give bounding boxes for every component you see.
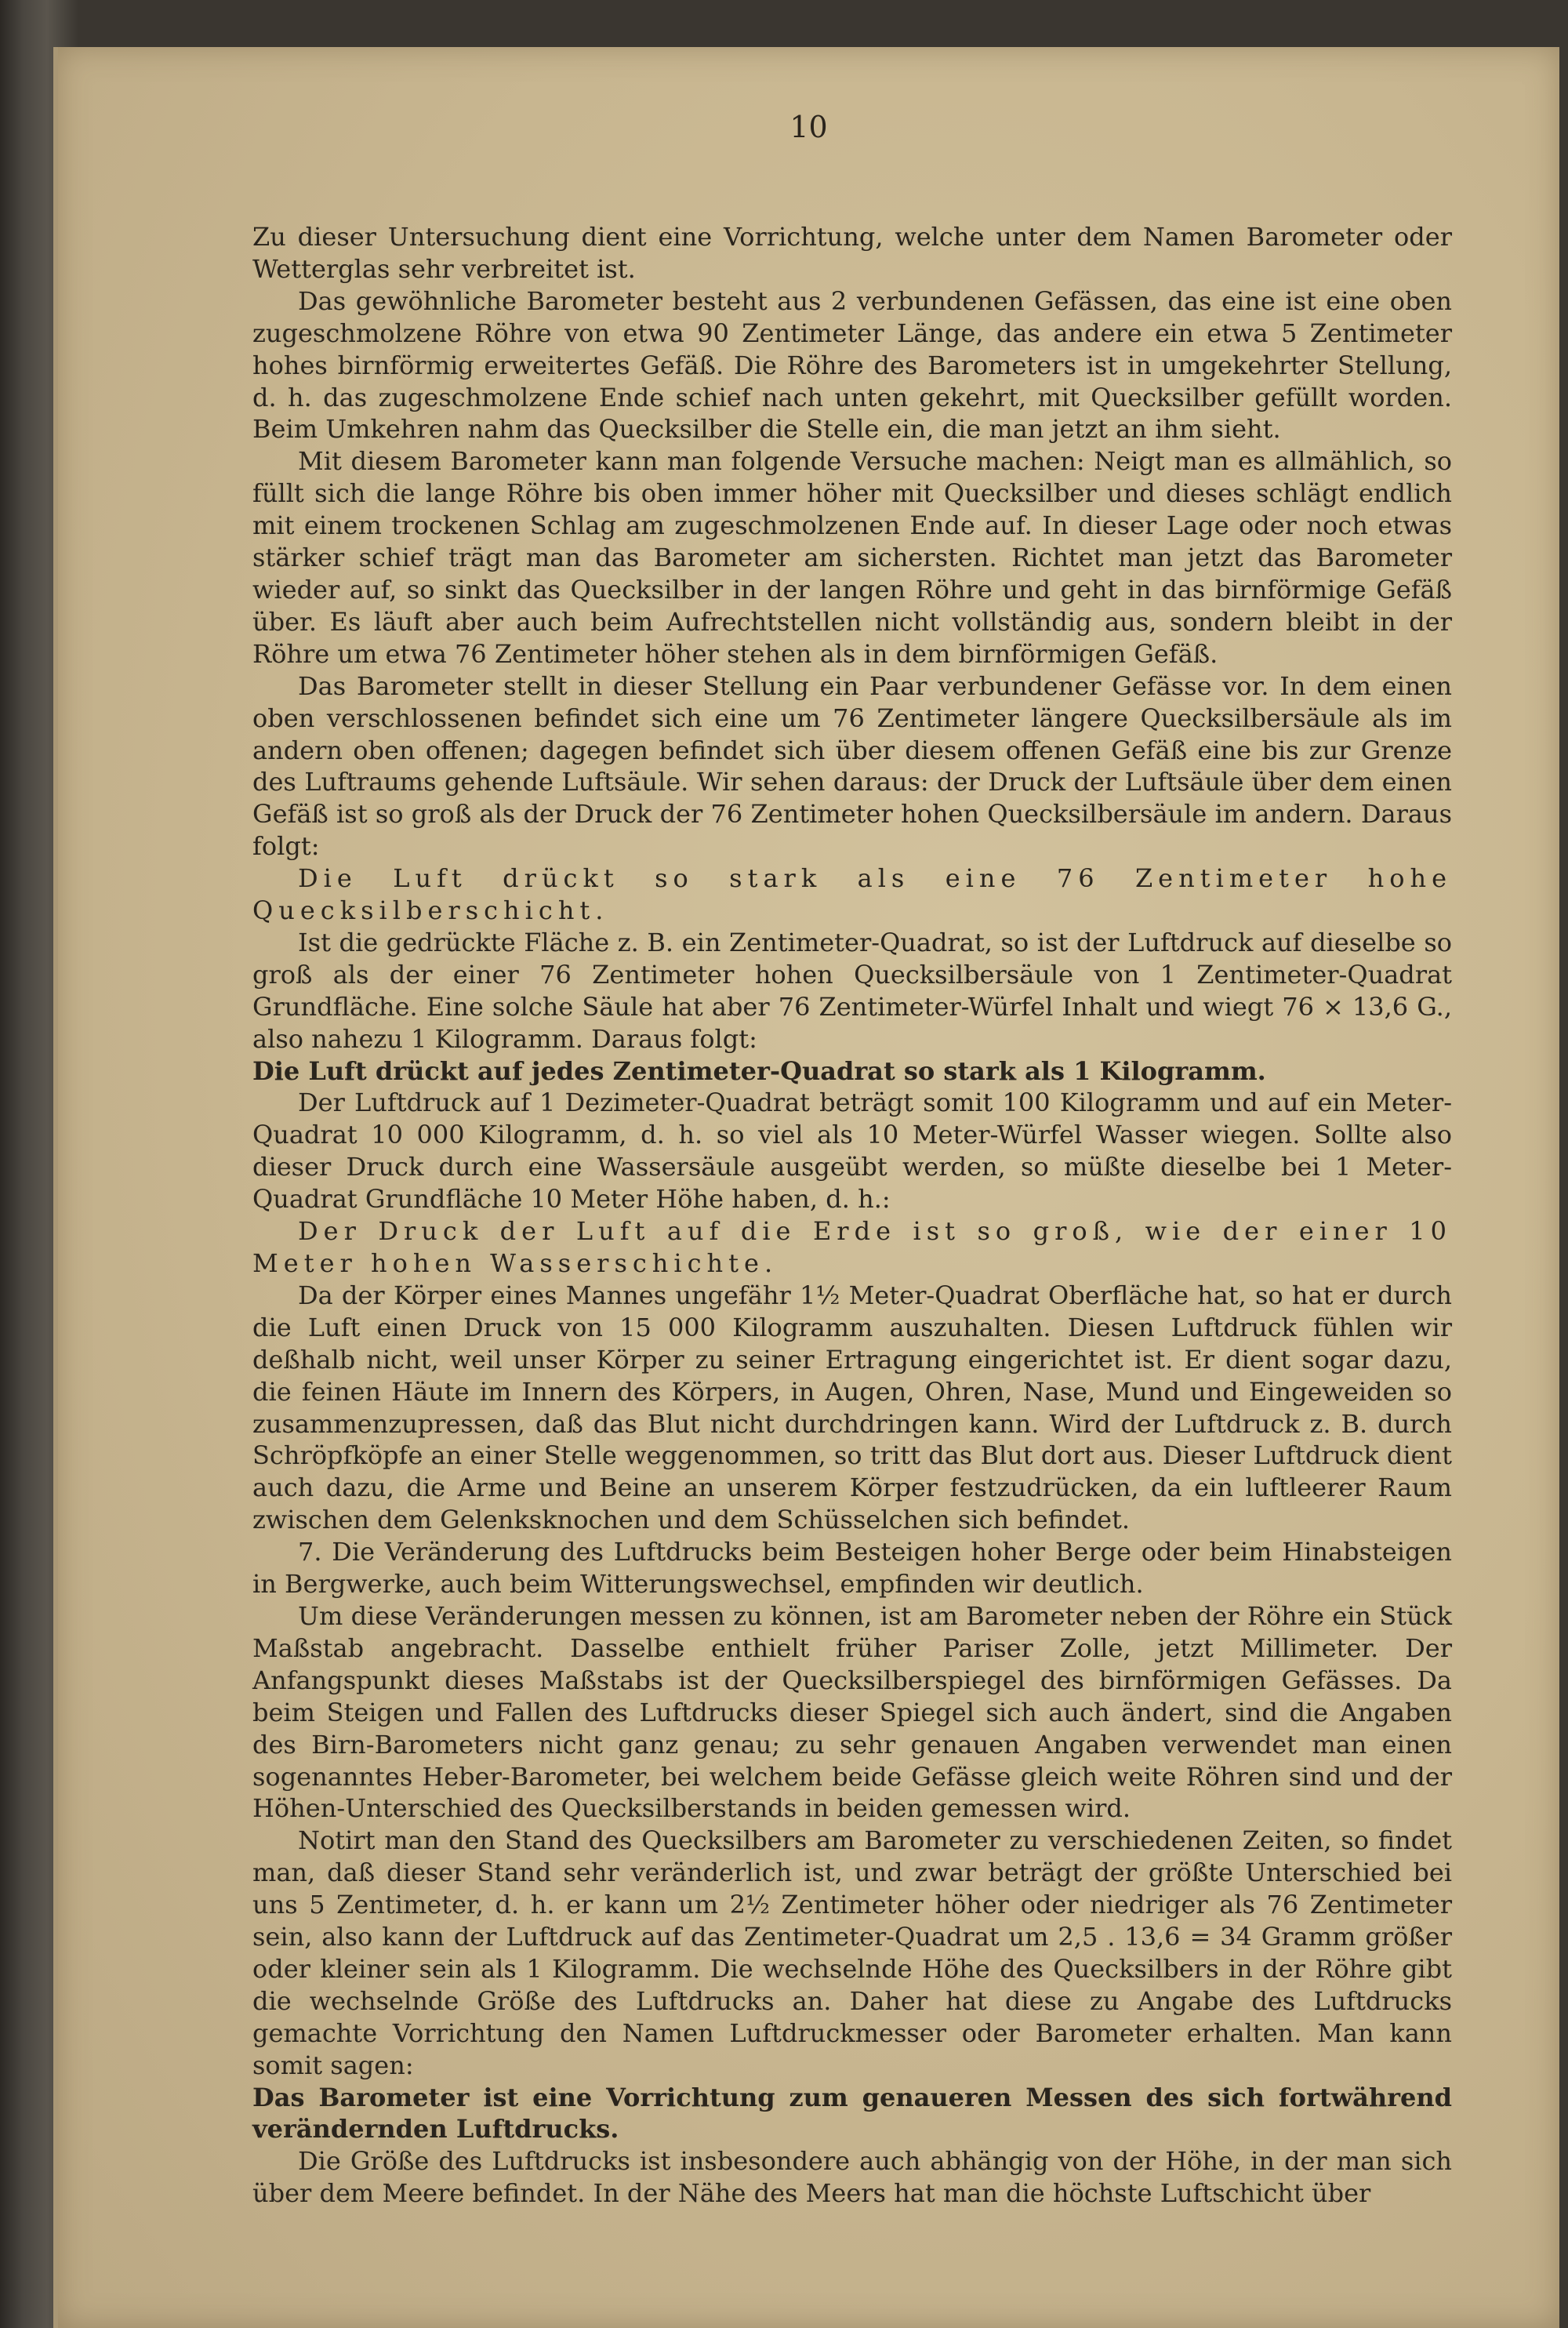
paragraph: Der Luftdruck auf 1 Dezimeter-Quadrat beträgt somit 100 Kilogramm und auf ein Meter-Quadrat 10 000 Kilogramm, d. h. so viel als 10 Meter-Würfel Wasser wiegen. Sollte also dieser Druck durch eine Wassersäule ausgeübt werden, so müßte dieselbe bei 1 Meter-Quadrat Grundfläche 10 Meter Höhe haben, d. h.: (252, 1088, 1452, 1215)
paragraph: Das Barometer stellt in dieser Stellung ein Paar verbundener Gefässe vor. In dem einen oben verschlossenen befindet sich eine um 76 Zentimeter längere Quecksilbersäule als im andern oben offenen; dagegen befindet sich über diesem offenen Gefäß eine bis zur Grenze des Luftraums gehende Luftsäule. Wir sehen daraus: der Druck der Luftsäule über dem einen Gefäß ist so groß als der Druck der 76 Zentimeter hohen Quecksilbersäule im andern. Daraus folgt: (252, 670, 1452, 862)
paragraph: Notirt man den Stand des Quecksilbers am Barometer zu verschiedenen Zeiten, so findet man, daß dieser Stand sehr veränderlich ist, und zwar beträgt der größte Unterschied bei uns 5 Zentimeter, d. h. er kann um 2½ Zentimeter höher oder niedriger als 76 Zentimeter sein, also kann der Luftdruck auf das Zentimeter-Quadrat um 2,5 . 13,6 = 34 Gramm größer oder kleiner sein als 1 Kilogramm. Die wechselnde Höhe des Quecksilbers in der Röhre gibt die wechselnde Größe des Luftdrucks an. Daher hat diese zu Angabe des Luftdrucks gemachte Vorrichtung den Namen Luftdruckmesser oder Barometer erhalten. Man kann somit sagen: (252, 1825, 1452, 2080)
paragraph: Ist die gedrückte Fläche z. B. ein Zentimeter-Quadrat, so ist der Luftdruck auf dieselbe so groß als der einer 76 Zentimeter hohen Quecksilbersäule von 1 Zentimeter-Quadrat Grundfläche. Eine solche Säule hat aber 76 Zentimeter-Würfel Inhalt und wiegt 76 × 13,6 G., also nahezu 1 Kilogramm. Daraus folgt: (252, 927, 1452, 1054)
section-paragraph: 7. Die Veränderung des Luftdrucks beim Besteigen hoher Berge oder beim Hinabsteigen in Bergwerke, auch beim Witterungswechsel, empfinden wir deutlich. (252, 1537, 1452, 1600)
bold-statement: Das Barometer ist eine Vorrichtung zum genaueren Messen des sich fortwährend verändernden Luftdrucks. (252, 2082, 1452, 2145)
paragraph: Mit diesem Barometer kann man folgende Versuche machen: Neigt man es allmählich, so füllt sich die lange Röhre bis oben immer höher mit Quecksilber und dieses schlägt endlich mit einem trockenen Schlag am zugeschmolzenen Ende auf. In dieser Lage oder noch etwas stärker schief trägt man das Barometer am sichersten. Richtet man jetzt das Barometer wieder auf, so sinkt das Quecksilber in der langen Röhre und geht in das birnförmige Gefäß über. Es läuft aber auch beim Aufrechtstellen nicht vollständig aus, sondern bleibt in der Röhre um etwa 76 Zentimeter höher stehen als in dem birnförmigen Gefäß. (252, 446, 1452, 669)
bold-statement: Die Luft drückt auf jedes Zentimeter-Quadrat so stark als 1 Kilogramm. (252, 1055, 1266, 1086)
paragraph: Das gewöhnliche Barometer besteht aus 2 verbundenen Gefässen, das eine ist eine oben zugeschmolzene Röhre von etwa 90 Zentimeter Länge, das andere ein etwa 5 Zentimeter hohes birnförmig erweitertes Gefäß. Die Röhre des Barometers ist in umgekehrter Stellung, d. h. das zugeschmolzene Ende schief nach unten gekehrt, mit Quecksilber gefüllt worden. Beim Umkehren nahm das Quecksilber die Stelle ein, die man jetzt an ihm sieht. (252, 285, 1452, 445)
page-number: 10 (789, 110, 828, 144)
paragraph: Zu dieser Untersuchung dient eine Vorrichtung, welche unter dem Namen Barometer oder Wetterglas sehr verbreitet ist. (252, 222, 1452, 284)
book-page (53, 47, 1559, 2328)
paragraph: Um diese Veränderungen messen zu können, ist am Barometer neben der Röhre ein Stück Maßstab angebracht. Dasselbe enthielt früher Pariser Zolle, jetzt Millimeter. Der Anfangspunkt dieses Maßstabs ist der Quecksilberspiegel des birnförmigen Gefässes. Da beim Steigen und Fallen des Luftdrucks dieser Spiegel sich auch ändert, sind die Angaben des Birn-Barometers nicht ganz genau; zu sehr genauen Angaben verwendet man einen sogenanntes Heber-Barometer, bei welchem beide Gefässe gleich weite Röhren sind und der Höhen-Unterschied des Quecksilberstands in beiden gemessen wird. (252, 1600, 1452, 1824)
emphasized-statement: Der Druck der Luft auf die Erde ist so groß, wie der einer 10 Meter hohen Wasserschichte. (252, 1216, 1452, 1278)
paragraph: Die Größe des Luftdrucks ist insbesondere auch abhängig von der Höhe, in der man sich über dem Meere befindet. In der Nähe des Meers hat man die höchste Luftschicht über (252, 2146, 1452, 2209)
paragraph: Da der Körper eines Mannes ungefähr 1½ Meter-Quadrat Oberfläche hat, so hat er durch die Luft einen Druck von 15 000 Kilogramm auszuhalten. Diesen Luftdruck fühlen wir deßhalb nicht, weil unser Körper zu seiner Ertragung eingerichtet ist. Er dient sogar dazu, die feinen Häute im Innern des Körpers, in Augen, Ohren, Nase, Mund und Eingeweiden so zusammenzupressen, daß das Blut nicht durchdringen kann. Wird der Luftdruck z. B. durch Schröpfköpfe an einer Stelle weggenommen, so tritt das Blut dort aus. Dieser Luftdruck dient auch dazu, die Arme und Beine an unserem Körper festzudrücken, da ein luftleerer Raum zwischen dem Gelenksknochen und dem Schüsselchen sich befindet. (252, 1280, 1452, 1535)
emphasized-statement: Die Luft drückt so stark als eine 76 Zentimeter hohe Quecksilberschicht. (252, 863, 1452, 926)
page-body (252, 221, 1452, 2210)
